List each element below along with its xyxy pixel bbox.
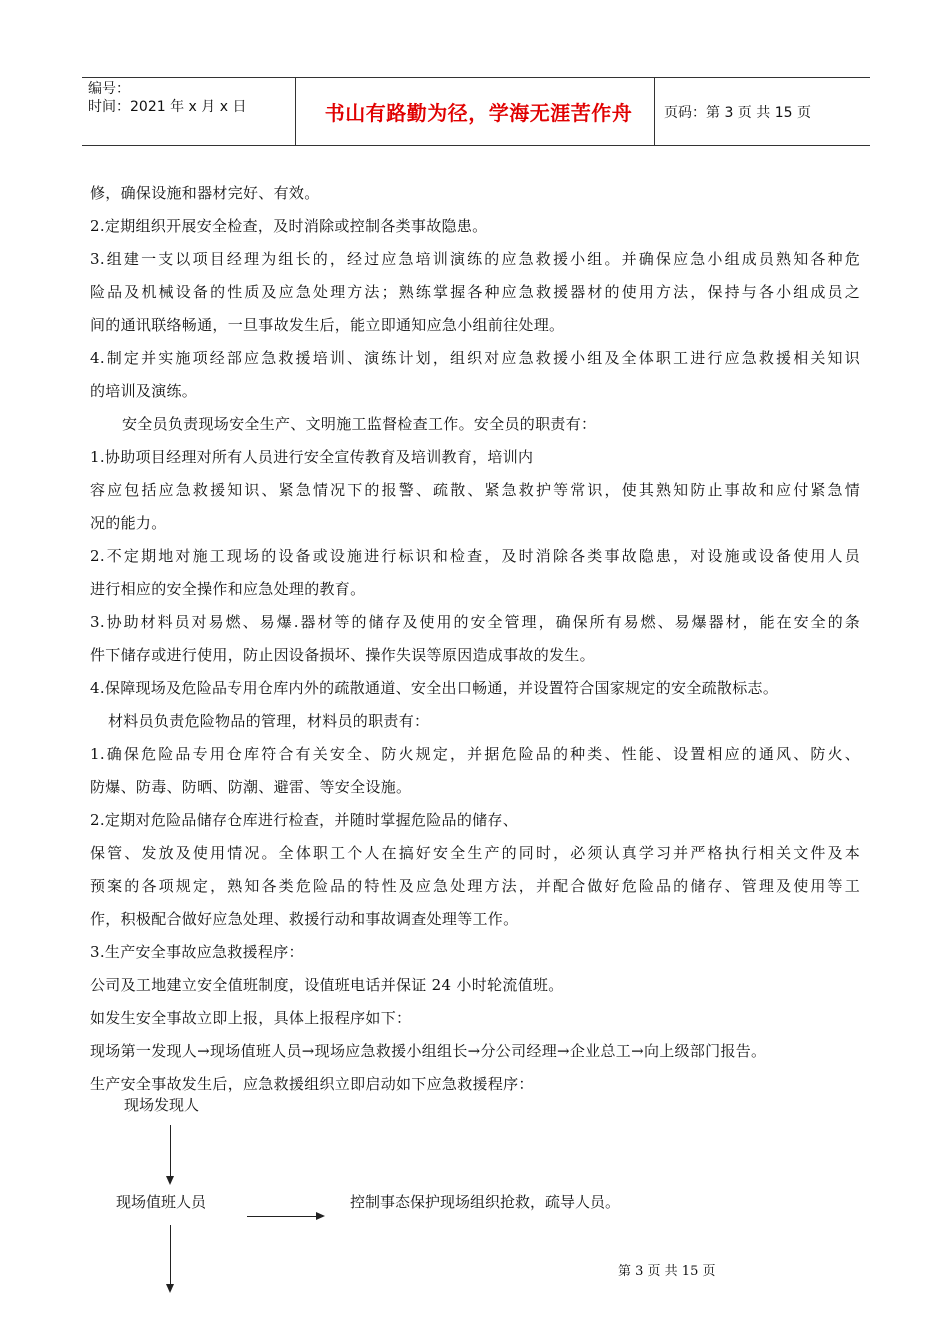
body-line: 作，积极配合做好应急处理、救援行动和事故调查处理等工作。: [90, 910, 519, 928]
body-line: 间的通讯联络畅通，一旦事故发生后，能立即通知应急小组前往处理。: [90, 316, 565, 334]
document-body: [90, 177, 860, 1101]
body-line: 材料员负责危险物品的管理，材料员的职责有：: [108, 712, 430, 730]
header-divider: [295, 78, 296, 145]
body-line: 的培训及演练。: [90, 382, 198, 400]
header-time: 时间：2021 年 x 月 x 日: [88, 99, 247, 115]
body-line: 3.协助材料员对易燃、易爆.器材等的储存及使用的安全管理，确保所有易燃、易爆器材，能在安全的条: [90, 613, 860, 631]
flow-arrow-down: [170, 1125, 171, 1183]
flow-arrow-down: [170, 1225, 171, 1291]
body-line: 件下储存或进行使用，防止因设备损坏、操作失误等原因造成事故的发生。: [90, 646, 595, 664]
header-divider: [654, 78, 655, 145]
flow-node-discoverer: 现场发现人: [124, 1096, 200, 1114]
body-line: 如发生安全事故立即上报，具体上报程序如下：: [90, 1009, 412, 1027]
body-line: 3.生产安全事故应急救援程序：: [90, 943, 304, 961]
body-line: 2.定期组织开展安全检查，及时消除或控制各类事故隐患。: [90, 217, 488, 235]
flow-action-text: 控制事态保护现场组织抢救，疏导人员。: [350, 1193, 621, 1211]
body-line: 防爆、防毒、防晒、防潮、避雷、等安全设施。: [90, 778, 412, 796]
flow-node-duty-staff: 现场值班人员: [116, 1193, 207, 1211]
page-footer: 第 3 页 共 15 页: [618, 1264, 716, 1279]
body-line: 预案的各项规定，熟知各类危险品的特性及应急处理方法，并配合做好危险品的储存、管理及使用等工: [90, 877, 860, 895]
body-line: 2.定期对危险品储存仓库进行检查，并随时掌握危险品的储存、: [90, 811, 519, 829]
header-meta: [88, 80, 246, 116]
document-header: [82, 77, 870, 146]
header-motto: 书山有路勤为径，学海无涯苦作舟: [324, 101, 633, 125]
body-line: 3.组建一支以项目经理为组长的，经过应急培训演练的应急救援小组。并确保应急小组成员熟知各种危: [90, 250, 860, 268]
header-number: 编号：: [88, 81, 130, 97]
body-line: 1.确保危险品专用仓库符合有关安全、防火规定，并据危险品的种类、性能、设置相应的通风、防火、: [90, 745, 860, 763]
body-line: 2.不定期地对施工现场的设备或设施进行标识和检查，及时消除各类事故隐患，对设施或设备使用人员: [90, 547, 860, 565]
body-line: 安全员负责现场安全生产、文明施工监督检查工作。安全员的职责有：: [122, 415, 597, 433]
body-line: 险品及机械设备的性质及应急处理方法；熟练掌握各种应急救援器材的使用方法，保持与各小组成员之: [90, 283, 860, 301]
body-line: 容应包括应急救援知识、紧急情况下的报警、疏散、紧急救护等常识，使其熟知防止事故和应付紧急情: [90, 481, 860, 499]
body-line: 生产安全事故发生后，应急救援组织立即启动如下应急救援程序：: [90, 1075, 534, 1093]
body-line: 修，确保设施和器材完好、有效。: [90, 184, 320, 202]
body-line: 况的能力。: [90, 514, 167, 532]
body-line: 保管、发放及使用情况。全体职工个人在搞好安全生产的同时，必须认真学习并严格执行相关文件及本: [90, 844, 860, 862]
flow-arrow-right: [247, 1216, 323, 1217]
body-line: 4.保障现场及危险品专用仓库内外的疏散通道、安全出口畅通，并设置符合国家规定的安全疏散标志。: [90, 679, 779, 697]
body-line: 4.制定并实施项经部应急救援培训、演练计划，组织对应急救援小组及全体职工进行应急救援相关知识: [90, 349, 860, 367]
body-line: 1.协助项目经理对所有人员进行安全宣传教育及培训教育，培训内: [90, 448, 534, 466]
body-line: 公司及工地建立安全值班制度，设值班电话并保证 24 小时轮流值班。: [90, 976, 564, 994]
header-page-number: 页码：第 3 页 共 15 页: [664, 104, 811, 121]
body-line: 现场第一发现人→现场值班人员→现场应急救援小组组长→分公司经理→企业总工→向上级部门报告。: [90, 1042, 767, 1060]
body-line: 进行相应的安全操作和应急处理的教育。: [90, 580, 366, 598]
